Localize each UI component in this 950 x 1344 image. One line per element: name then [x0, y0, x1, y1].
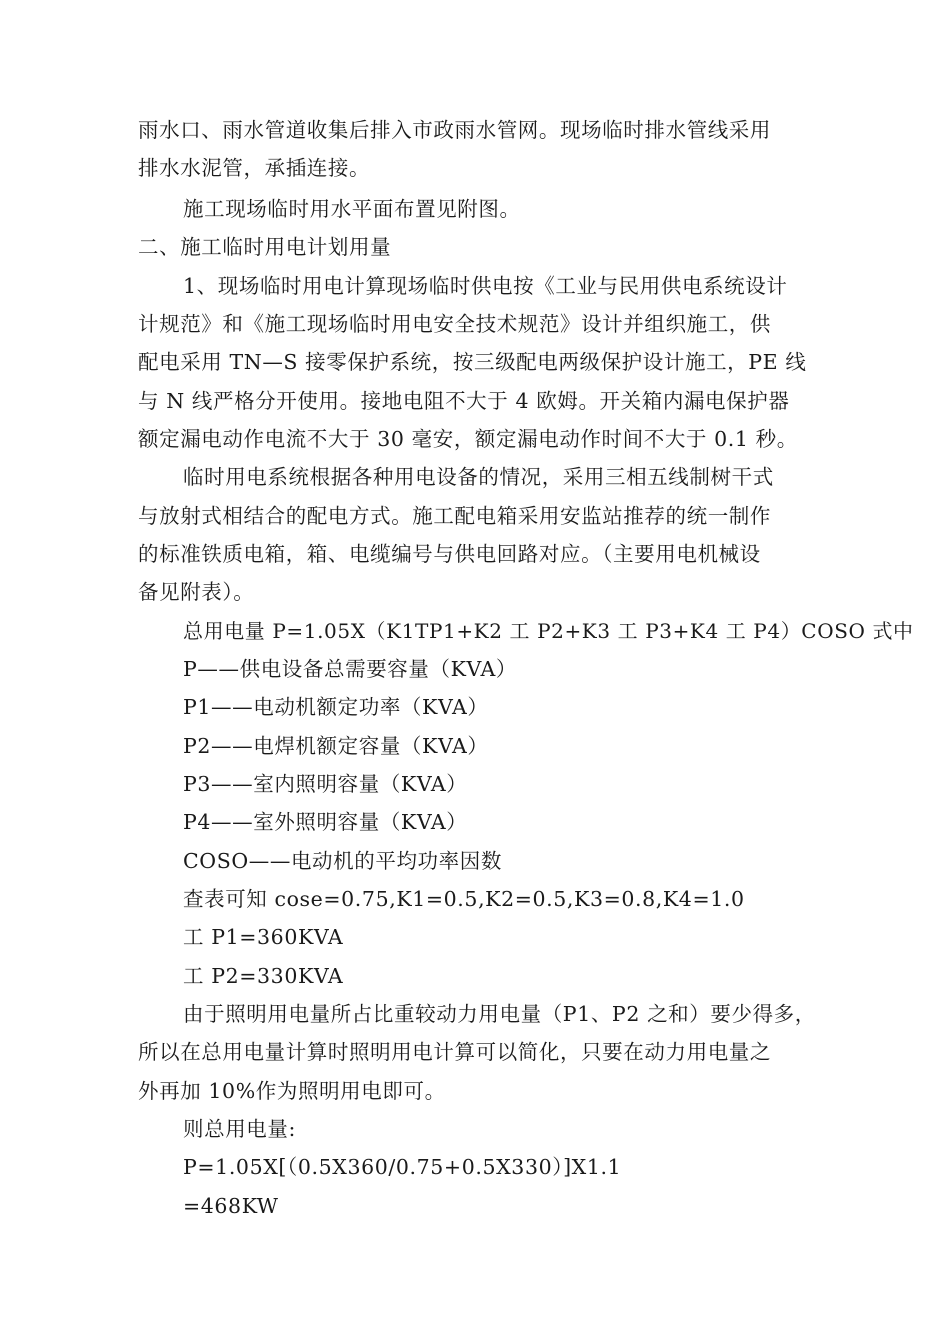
section-heading: 二、施工临时用电计划用量 [138, 235, 392, 259]
definition-line: P1——电动机额定功率（KVA） [183, 695, 489, 719]
definition-line: P——供电设备总需要容量（KVA） [183, 657, 518, 681]
text-line: 所以在总用电量计算时照明用电计算可以简化，只要在动力用电量之 [138, 1040, 771, 1064]
text-line: 雨水口、雨水管道收集后排入市政雨水管网。现场临时排水管线采用 [138, 118, 771, 142]
text-line: 配电采用 TN—S 接零保护系统，按三级配电两级保护设计施工，PE 线 [138, 350, 807, 374]
text-line: 计规范》和《施工现场临时用电安全技术规范》设计并组织施工，供 [138, 312, 771, 336]
formula-line: =468KW [183, 1194, 279, 1218]
text-line: 外再加 10%作为照明用电即可。 [138, 1079, 446, 1103]
definition-line: P2——电焊机额定容量（KVA） [183, 734, 489, 758]
text-line: 排水水泥管，承插连接。 [138, 156, 371, 180]
text-line: 则总用电量: [183, 1117, 297, 1141]
formula-line: 工 P1=360KVA [183, 925, 344, 949]
text-line: 临时用电系统根据各种用电设备的情况，采用三相五线制树干式 [183, 465, 774, 489]
text-line: 由于照明用电量所占比重较动力用电量（P1、P2 之和）要少得多， [183, 1002, 816, 1026]
text-line: 与放射式相结合的配电方式。施工配电箱采用安监站推荐的统一制作 [138, 504, 771, 528]
text-line: 施工现场临时用水平面布置见附图。 [183, 197, 521, 221]
text-line: 额定漏电动作电流不大于 30 毫安，额定漏电动作时间不大于 0.1 秒。 [138, 427, 798, 451]
text-line: 与 N 线严格分开使用。接地电阻不大于 4 欧姆。开关箱内漏电保护器 [138, 389, 790, 413]
formula-line: P=1.05X[（0.5X360/0.75+0.5X330）]X1.1 [183, 1155, 622, 1179]
formula-line: 查表可知 cose=0.75,K1=0.5,K2=0.5,K3=0.8,K4=1.0 [183, 887, 745, 911]
formula-line: 总用电量 P=1.05X（K1TP1+K2 工 P2+K3 工 P3+K4 工 P4）COSO 式中 [183, 619, 914, 643]
text-line: 备见附表）。 [138, 580, 255, 604]
text-line: 1、现场临时用电计算现场临时供电按《工业与民用供电系统设计 [183, 274, 788, 298]
text-line: 的标准铁质电箱，箱、电缆编号与供电回路对应。（主要用电机械设 [138, 542, 761, 566]
formula-line: 工 P2=330KVA [183, 964, 344, 988]
definition-line: COSO——电动机的平均功率因数 [183, 849, 502, 873]
definition-line: P4——室外照明容量（KVA） [183, 810, 468, 834]
definition-line: P3——室内照明容量（KVA） [183, 772, 468, 796]
